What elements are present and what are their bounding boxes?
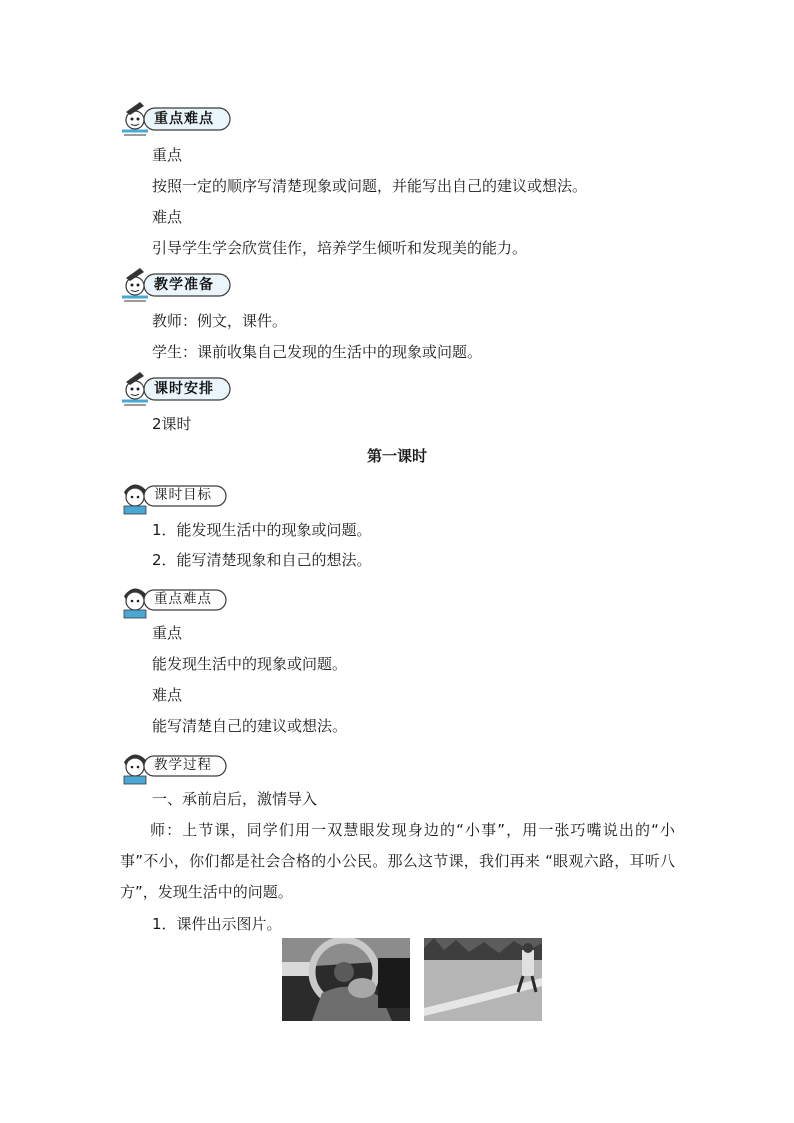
key-text-2: 能发现生活中的现象或问题。 bbox=[152, 655, 348, 673]
section-badge-preparation bbox=[118, 266, 238, 306]
difficult-text-2: 能写清楚自己的建议或想法。 bbox=[152, 717, 348, 735]
lesson-title: 第一课时 bbox=[366, 447, 427, 465]
section-badge-process bbox=[118, 746, 238, 786]
lesson-hours: 2课时 bbox=[152, 415, 192, 433]
goal-item-1: 1．能发现生活中的现象或问题。 bbox=[152, 521, 372, 539]
badge-label: 重点难点 bbox=[154, 111, 214, 127]
student-prep: 学生：课前收集自己发现的生活中的现象或问题。 bbox=[152, 343, 483, 361]
goal-item-2: 2．能写清楚现象和自己的想法。 bbox=[152, 551, 372, 569]
intro-paragraph: 师：上节课，同学们用一双慧眼发现身边的“小事”，用一张巧嘴说出的“小事”不小，你们都是社会合格的小公民。那么这节课，我们再来 “眼观六路，耳听八方”，发现生活中的问题。 bbox=[120, 821, 675, 901]
badge-label: 课时安排 bbox=[154, 381, 214, 397]
badge-label: 课时目标 bbox=[154, 487, 212, 503]
step-heading: 一、承前启后，激情导入 bbox=[152, 790, 318, 808]
label-key: 重点 bbox=[152, 146, 183, 164]
badge-label: 重点难点 bbox=[154, 591, 212, 607]
label-difficult: 难点 bbox=[152, 208, 183, 226]
teacher-prep: 教师：例文，课件。 bbox=[152, 312, 288, 330]
label-key-2: 重点 bbox=[152, 624, 183, 642]
photo-park-path bbox=[424, 938, 542, 1021]
section-badge-schedule bbox=[118, 370, 238, 410]
list-item-show-images: 1．课件出示图片。 bbox=[152, 915, 282, 933]
section-badge-key-points bbox=[118, 100, 238, 140]
photo-steering-wheel bbox=[282, 938, 410, 1021]
difficult-text: 引导学生学会欣赏佳作，培养学生倾听和发现美的能力。 bbox=[152, 239, 528, 257]
section-badge-goals bbox=[118, 476, 238, 516]
label-difficult-2: 难点 bbox=[152, 686, 183, 704]
badge-label: 教学准备 bbox=[154, 277, 214, 293]
section-badge-key-points-2 bbox=[118, 580, 238, 620]
badge-label: 教学过程 bbox=[154, 757, 212, 773]
key-text: 按照一定的顺序写清楚现象或问题，并能写出自己的建议或想法。 bbox=[152, 177, 588, 195]
